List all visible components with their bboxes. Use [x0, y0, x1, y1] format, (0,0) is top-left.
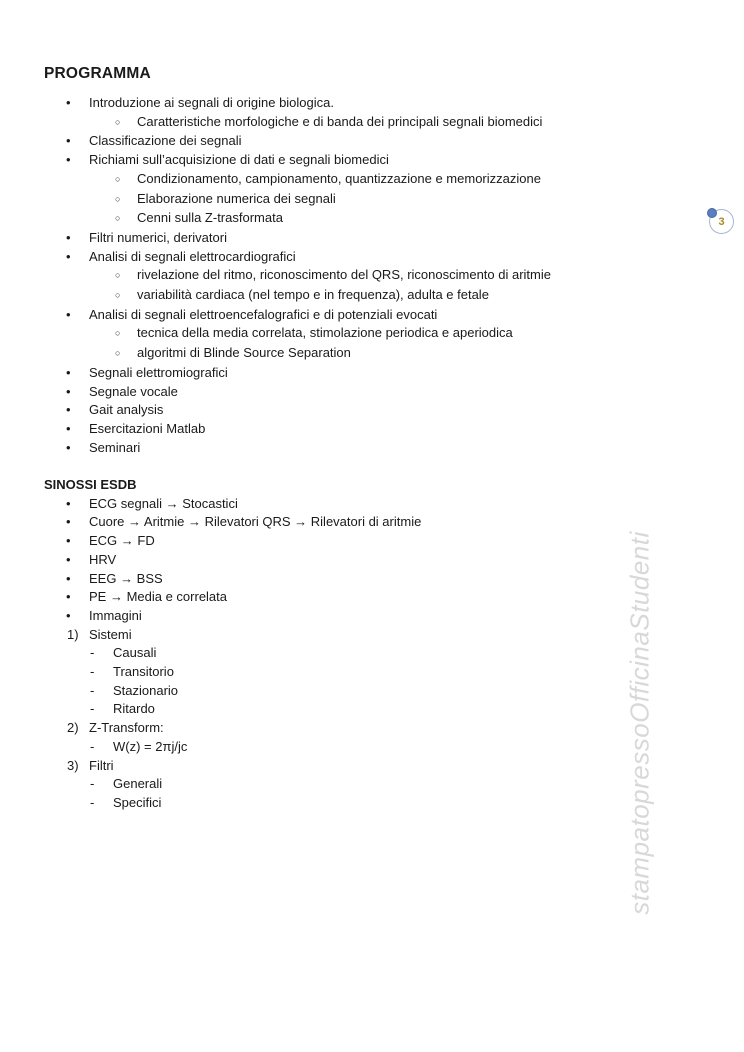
circle-bullet-icon [115, 209, 137, 229]
list-item-text: Z-Transform: [89, 720, 164, 736]
list-item-text: Cenni sulla Z-trasformata [137, 210, 283, 226]
list-item [44, 607, 669, 626]
list-item-text: rivelazione del ritmo, riconoscimento del QRS, riconoscimento di aritmie [137, 267, 551, 283]
list-item-text: tecnica della media correlata, stimolazione periodica e aperiodica [137, 325, 513, 341]
list-item-text: HRV [89, 551, 117, 567]
list-item-text: Generali [113, 776, 163, 792]
dash-icon [90, 794, 113, 813]
list-item-text: EEG → BSS [89, 570, 163, 586]
list-item [44, 248, 669, 267]
list-item-text: PE → Media e correlata [89, 589, 228, 605]
list-item-text: Ritardo [113, 701, 155, 717]
list-item [44, 420, 669, 439]
bullet-icon [66, 551, 89, 570]
list-item-text: Cuore → Aritmie → Rilevatori QRS → Rilevatori di aritmie [89, 514, 422, 530]
list-item-text: ECG → FD [89, 533, 155, 549]
list-subitem [44, 170, 669, 190]
dash-subitem [44, 775, 669, 794]
page-content [44, 64, 669, 813]
list-subitem [44, 190, 669, 210]
list-item [44, 513, 669, 532]
bullet-icon [66, 588, 89, 607]
list-item-text: Analisi di segnali elettroencefalografici e di potenziali evocati [89, 306, 438, 322]
list-item-text: Richiami sull’acquisizione di dati e segnali biomedici [89, 152, 389, 168]
list-item-text: Filtri [89, 757, 114, 773]
list-number: 2) [67, 720, 79, 736]
bullet-icon [66, 495, 89, 514]
programma-list [44, 94, 669, 457]
list-item-text: Transitorio [113, 664, 174, 680]
circle-bullet-icon [115, 170, 137, 190]
comment-dot-icon [707, 208, 717, 218]
section-heading-sinossi: SINOSSI ESDB [44, 477, 137, 493]
bullet-icon [66, 151, 89, 170]
dash-icon [90, 700, 113, 719]
list-item-text: Elaborazione numerica dei segnali [137, 190, 336, 206]
list-number: 1) [67, 626, 79, 642]
comment-badge[interactable] [709, 209, 734, 234]
list-item-text: Condizionamento, campionamento, quantizzazione e memorizzazione [137, 170, 541, 186]
list-item [44, 151, 669, 170]
bullet-icon [66, 420, 89, 439]
list-item-text: Filtri numerici, derivatori [89, 229, 227, 245]
dash-icon [90, 775, 113, 794]
list-item-text: Gait analysis [89, 402, 164, 418]
bullet-icon [66, 306, 89, 325]
list-item-text: Caratteristiche morfologiche e di banda dei principali segnali biomedici [137, 113, 543, 129]
list-item [44, 383, 669, 402]
list-number: 3) [67, 757, 79, 773]
list-item-text: W(z) = 2πj/jc [113, 738, 188, 754]
list-item [44, 570, 669, 589]
list-item-text: Sistemi [89, 626, 132, 642]
bullet-icon [66, 248, 89, 267]
dash-icon [90, 644, 113, 663]
list-item-text: Segnale vocale [89, 383, 178, 399]
list-item [44, 364, 669, 383]
bullet-icon [66, 532, 89, 551]
circle-bullet-icon [115, 286, 137, 306]
list-subitem [44, 344, 669, 364]
list-item-text: variabilità cardiaca (nel tempo e in frequenza), adulta e fetale [137, 287, 489, 303]
bullet-icon [66, 229, 89, 248]
numbered-item [44, 757, 669, 776]
list-item [44, 439, 669, 458]
list-item [44, 306, 669, 325]
list-item [44, 132, 669, 151]
list-item-text: Stazionario [113, 682, 179, 698]
dash-icon [90, 738, 113, 757]
bullet-icon [66, 364, 89, 383]
circle-bullet-icon [115, 266, 137, 286]
list-item [44, 551, 669, 570]
bullet-icon [66, 132, 89, 151]
circle-bullet-icon [115, 190, 137, 210]
numbered-item [44, 626, 669, 645]
bullet-icon [66, 94, 89, 113]
dash-subitem [44, 682, 669, 701]
circle-bullet-icon [115, 324, 137, 344]
bullet-icon [66, 383, 89, 402]
list-item [44, 495, 669, 514]
list-item-text: Classificazione dei segnali [89, 133, 242, 149]
list-item [44, 229, 669, 248]
list-item [44, 532, 669, 551]
comment-count: 3 [718, 215, 725, 228]
dash-icon [90, 663, 113, 682]
list-item [44, 94, 669, 113]
list-item [44, 401, 669, 420]
list-item-text: Immagini [89, 607, 142, 623]
list-subitem [44, 324, 669, 344]
dash-subitem [44, 644, 669, 663]
list-item-text: Specifici [113, 795, 162, 810]
bullet-icon [66, 607, 89, 626]
bullet-icon [66, 513, 89, 532]
dash-subitem [44, 794, 669, 813]
list-subitem [44, 266, 669, 286]
list-subitem [44, 286, 669, 306]
numbered-list [44, 626, 669, 813]
sinossi-list [44, 495, 669, 626]
list-item-text: Introduzione ai segnali di origine biologica. [89, 95, 334, 110]
dash-subitem [44, 663, 669, 682]
dash-subitem [44, 700, 669, 719]
list-item-text: algoritmi di Blinde Source Separation [137, 345, 351, 361]
bullet-icon [66, 439, 89, 458]
list-item-text: Causali [113, 645, 157, 661]
watermark-text: stampatopressoOfficinaStudenti [624, 531, 655, 915]
dash-subitem [44, 738, 669, 757]
numbered-item [44, 719, 669, 738]
bullet-icon [66, 401, 89, 420]
list-subitem [44, 209, 669, 229]
list-item-text: Seminari [89, 439, 141, 455]
circle-bullet-icon [115, 113, 137, 133]
dash-icon [90, 682, 113, 701]
bullet-icon [66, 570, 89, 589]
list-item-text: Esercitazioni Matlab [89, 420, 206, 436]
list-subitem [44, 113, 669, 133]
list-item-text: ECG segnali → Stocastici [89, 495, 238, 511]
list-item [44, 588, 669, 607]
page-title: PROGRAMMA [44, 65, 151, 82]
circle-bullet-icon [115, 344, 137, 364]
list-item-text: Segnali elettromiografici [89, 364, 228, 380]
list-item-text: Analisi di segnali elettrocardiografici [89, 248, 296, 264]
